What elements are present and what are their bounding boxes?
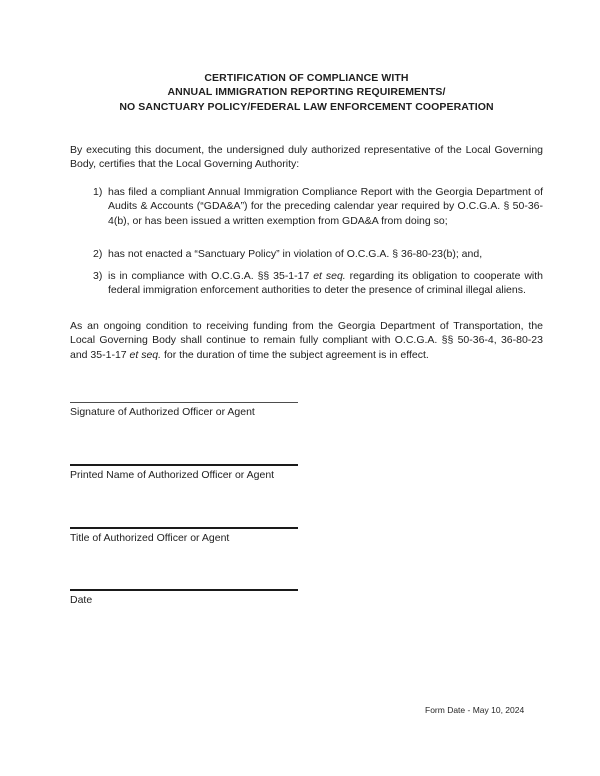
title-line-1: CERTIFICATION OF COMPLIANCE WITH <box>204 72 409 84</box>
clause-number: 1) <box>93 186 103 198</box>
closing-text-after: for the duration of time the subject agreement is in effect. <box>161 348 429 361</box>
title-field <box>70 527 298 545</box>
clause-item-2 <box>70 247 543 261</box>
clause-number: 3) <box>93 270 103 282</box>
printed-name-label: Printed Name of Authorized Officer or Agent <box>70 469 275 481</box>
clause-item-1 <box>70 185 543 228</box>
clause-text <box>108 270 543 296</box>
closing-paragraph <box>70 319 543 362</box>
closing-text-italic: et seq. <box>129 348 162 361</box>
date-field <box>70 589 298 607</box>
closing-text-before: As an ongoing condition to receiving funding from the Georgia Department of Transportation, the Local Governing Body shall continue to remain fully compliant with O.C.G.A. §§ 50-36-4, 36-80-23 and 35-1-17 <box>70 320 543 361</box>
date-label: Date <box>70 594 93 606</box>
intro-paragraph: By executing this document, the undersigned duly authorized representative of the Local Governing Body, certifies that the Local Governing Authority: <box>70 144 543 171</box>
form-date-footer: Form Date - May 10, 2024 <box>425 705 525 715</box>
signature-field <box>70 402 298 419</box>
title-line-3: NO SANCTUARY POLICY/FEDERAL LAW ENFORCEMENT COOPERATION <box>119 100 494 113</box>
clause-item-3 <box>70 269 543 298</box>
document-title <box>70 71 543 114</box>
clause-number: 2) <box>93 248 103 260</box>
clause-text: has filed a compliant Annual Immigration Compliance Report with the Georgia Department of Audits & Accounts (“GDA&A”) for the preceding calendar year required by O.C.G.A. § 50-36-4(b), or has been issued a written exemption from GDA&A from doing so; <box>108 186 543 227</box>
clause-text-after: regarding its obligation to cooperate with federal immigration enforcement authorities to deter the presence of criminal illegal aliens. <box>108 270 543 297</box>
signature-label: Signature of Authorized Officer or Agent <box>70 406 255 418</box>
clause-text-before: is in compliance with O.C.G.A. §§ 35-1-17 <box>108 270 314 282</box>
clause-text-italic: et seq. <box>313 270 346 282</box>
printed-name-field <box>70 464 298 482</box>
clause-text: has not enacted a “Sanctuary Policy” in violation of O.C.G.A. § 36-80-23(b); and, <box>108 248 483 260</box>
title-line-2: ANNUAL IMMIGRATION REPORTING REQUIREMENTS/ <box>167 86 446 99</box>
title-label: Title of Authorized Officer or Agent <box>70 532 230 544</box>
